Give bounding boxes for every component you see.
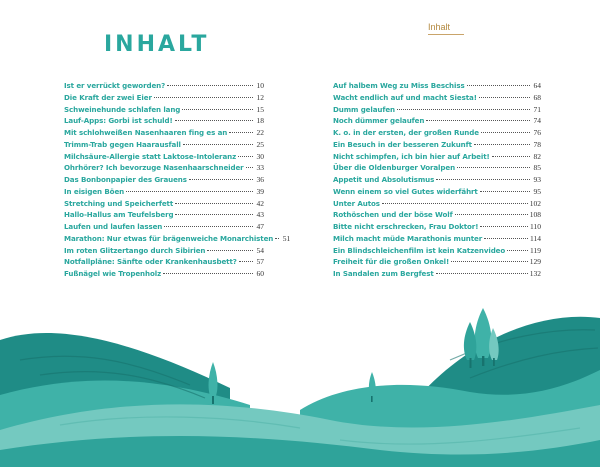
toc-entry-title: Bitte nicht erschrecken, Frau Doktor! <box>333 222 479 231</box>
toc-entry <box>64 186 264 198</box>
toc-entry <box>333 151 541 163</box>
toc-entry-title: Nicht schimpfen, ich bin hier auf Arbeit! <box>333 151 490 161</box>
toc-entry-title: Fußnägel wie Tropenholz <box>64 269 162 278</box>
toc-entry-title: Milchsäure-Allergie statt Laktose-Intoleranz <box>64 151 237 161</box>
toc-entry-title: Lauf-Apps: Gorbi ist schuld! <box>64 116 173 126</box>
toc-entry-page: 30 <box>256 151 264 161</box>
toc-entry-title: Noch dümmer gelaufen <box>333 116 425 126</box>
toc-entry <box>333 233 541 245</box>
toc-dot-leader <box>189 179 253 180</box>
toc-entry <box>64 256 264 268</box>
toc-entry <box>333 209 541 221</box>
toc-dot-leader <box>207 250 253 251</box>
toc-entry <box>64 268 264 280</box>
toc-entry <box>64 127 264 139</box>
toc-dot-leader <box>481 132 530 133</box>
toc-column-left <box>64 80 291 280</box>
toc-entry-page: 71 <box>533 104 541 114</box>
toc-entry <box>333 268 541 280</box>
toc-entry <box>64 92 264 104</box>
running-header: Inhalt <box>428 22 451 32</box>
toc-entry-title: Hallo-Hallus am Teufelsberg <box>64 210 174 220</box>
toc-entry-title: Die Kraft der zwei Eier <box>64 92 152 102</box>
toc-entry-title: Trimm-Trab gegen Haarausfall <box>64 139 181 149</box>
toc-entry-title: Notfallpläne: Sänfte oder Krankenhausbett? <box>64 257 237 267</box>
toc-entry-title: Appetit und Absolutismus <box>333 175 435 184</box>
toc-entry-page: 36 <box>256 175 264 184</box>
toc-entry <box>64 80 264 92</box>
toc-dot-leader <box>239 261 253 262</box>
toc-entry-page: 15 <box>256 104 264 114</box>
toc-dot-leader <box>164 226 253 227</box>
toc-entry <box>64 221 264 233</box>
toc-dot-leader <box>426 120 530 121</box>
toc-entry-page: 64 <box>533 81 541 90</box>
toc-entry-title: Milch macht müde Marathonis munter <box>333 233 483 243</box>
toc-dot-leader <box>382 203 528 204</box>
toc-entry-page: 82 <box>533 151 541 161</box>
toc-entry <box>64 245 264 257</box>
toc-entry-title: Über die Oldenburger Voralpen <box>333 163 456 173</box>
toc-entry <box>333 198 541 210</box>
toc-entry-title: Ist er verrückt geworden? <box>64 81 166 90</box>
toc-entry-page: 132 <box>529 269 541 278</box>
toc-entry-page: 47 <box>256 222 264 231</box>
toc-entry-page: 93 <box>533 175 541 184</box>
toc-dot-leader <box>238 156 253 157</box>
toc-entry-title: Wenn einem so viel Gutes widerfährt <box>333 186 478 196</box>
toc-dot-leader <box>436 179 530 180</box>
toc-entry-page: 54 <box>256 245 264 255</box>
toc-entry-page: 102 <box>529 198 541 208</box>
toc-entry <box>333 127 541 139</box>
toc-entry <box>333 245 541 257</box>
toc-entry-title: In Sandalen zum Bergfest <box>333 269 434 278</box>
toc-dot-leader <box>507 250 528 251</box>
toc-entry-title: Ohrhörer? Ich bevorzuge Nasenhaarschneider <box>64 163 244 173</box>
toc-entry <box>333 139 541 151</box>
toc-entry-page: 78 <box>533 139 541 149</box>
toc-entry-page: 43 <box>256 210 264 220</box>
toc-entry-title: K. o. in der ersten, der großen Runde <box>333 128 479 137</box>
toc-entry-page: 25 <box>256 139 264 149</box>
toc-dot-leader <box>451 261 528 262</box>
toc-entry <box>64 209 264 221</box>
toc-entry <box>64 233 291 245</box>
toc-dot-leader <box>175 203 253 204</box>
toc-entry-page: 39 <box>256 186 264 196</box>
toc-entry-title: Ein Blindschleichenfilm ist kein Katzenvideo <box>333 245 506 255</box>
toc-entry-page: 10 <box>256 81 264 90</box>
toc-entry <box>333 80 541 92</box>
toc-dot-leader <box>175 120 253 121</box>
toc-entry <box>64 162 264 174</box>
toc-dot-leader <box>183 144 253 145</box>
toc-entry-page: 57 <box>256 257 264 267</box>
toc-entry <box>64 174 264 186</box>
toc-entry <box>333 104 541 116</box>
toc-entry-page: 60 <box>256 269 264 278</box>
toc-entry-title: Stretching und Speicherfett <box>64 198 174 208</box>
page-title: INHALT <box>104 32 210 57</box>
toc-dot-leader <box>397 109 530 110</box>
toc-entry-title: Dumm gelaufen <box>333 104 395 114</box>
toc-dot-leader <box>492 156 530 157</box>
toc-entry-page: 42 <box>256 198 264 208</box>
toc-entry-page: 12 <box>256 92 264 102</box>
toc-entry-page: 108 <box>529 210 541 220</box>
toc-entry-page: 18 <box>256 116 264 126</box>
toc-entry <box>333 174 541 186</box>
toc-entry-title: Auf halbem Weg zu Miss Beschiss <box>333 81 465 90</box>
toc-entry-page: 110 <box>530 222 541 231</box>
toc-entry-title: In eisigen Böen <box>64 186 125 196</box>
toc-dot-leader <box>474 144 530 145</box>
toc-entry-title: Rothöschen und der böse Wolf <box>333 210 453 220</box>
toc-entry <box>64 115 264 127</box>
toc-entry-title: Marathon: Nur etwas für brägenweiche Monarchisten <box>64 233 274 243</box>
header-rule <box>428 34 464 35</box>
toc-entry-title: Im roten Glitzertango durch Sibirien <box>64 245 206 255</box>
toc-dot-leader <box>480 226 528 227</box>
toc-entry <box>333 115 541 127</box>
toc-dot-leader <box>436 273 528 274</box>
toc-entry-title: Schweinehunde schlafen lang <box>64 104 181 114</box>
toc-dot-leader <box>479 97 530 98</box>
toc-dot-leader <box>457 167 530 168</box>
toc-entry-page: 119 <box>530 245 541 255</box>
toc-column-right <box>333 80 541 280</box>
toc-entry <box>333 186 541 198</box>
toc-entry-page: 22 <box>256 128 264 137</box>
toc-dot-leader <box>467 85 530 86</box>
toc-entry <box>64 198 264 210</box>
toc-entry-page: 114 <box>530 233 541 243</box>
toc-entry-title: Freiheit für die großen Onkel! <box>333 257 450 267</box>
toc-entry <box>333 92 541 104</box>
toc-entry-page: 33 <box>256 163 264 173</box>
toc-entry <box>64 151 264 163</box>
toc-entry-title: Das Bonbonpapier des Grauens <box>64 175 187 184</box>
toc-entry-page: 74 <box>533 116 541 126</box>
toc-entry-page: 68 <box>533 92 541 102</box>
toc-entry <box>333 256 541 268</box>
toc-dot-leader <box>126 191 253 192</box>
hills-illustration <box>0 300 600 467</box>
toc-entry-title: Unter Autos <box>333 198 380 208</box>
toc-dot-leader <box>154 97 253 98</box>
toc-entry-page: 51 <box>282 233 291 243</box>
toc-entry-page: 85 <box>533 163 541 173</box>
toc-entry-title: Mit schlohweißen Nasenhaaren fing es an <box>64 128 228 137</box>
toc-dot-leader <box>484 238 528 239</box>
toc-dot-leader <box>480 191 530 192</box>
toc-dot-leader <box>455 214 528 215</box>
toc-dot-leader <box>246 167 253 168</box>
toc-dot-leader <box>182 109 253 110</box>
toc-entry <box>64 139 264 151</box>
toc-dot-leader <box>275 238 279 239</box>
toc-dot-leader <box>167 85 253 86</box>
toc-entry-page: 129 <box>529 257 541 267</box>
toc-entry-page: 95 <box>533 186 541 196</box>
toc-entry-page: 76 <box>533 128 541 137</box>
toc-entry <box>333 221 541 233</box>
toc-entry <box>64 104 264 116</box>
toc-dot-leader <box>163 273 253 274</box>
toc-dot-leader <box>229 132 253 133</box>
toc-entry <box>333 162 541 174</box>
toc-entry-title: Laufen und laufen lassen <box>64 222 163 231</box>
toc-entry-title: Wacht endlich auf und macht Siesta! <box>333 92 477 102</box>
toc-dot-leader <box>175 214 253 215</box>
toc-entry-title: Ein Besuch in der besseren Zukunft <box>333 139 472 149</box>
